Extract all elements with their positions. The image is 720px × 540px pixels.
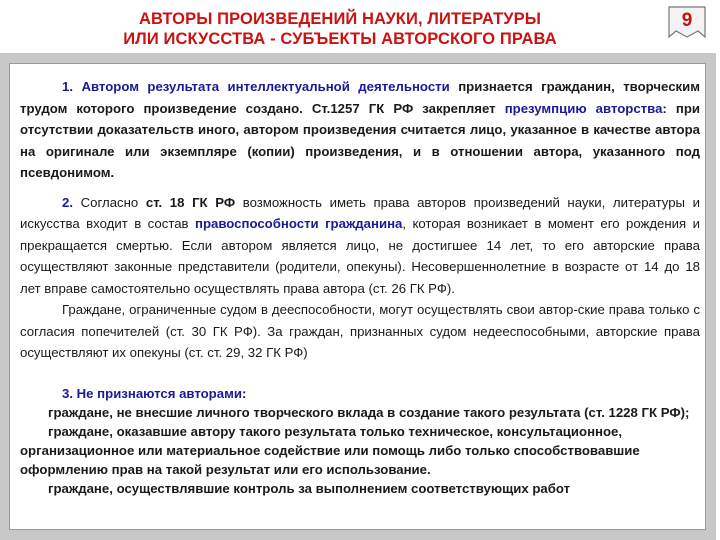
p2-text-a: Согласно	[80, 194, 139, 210]
p4-colon: :	[241, 385, 247, 401]
p1-text-a: признается гражданин, творческим трудом которого произведение создано. Ст.1257 ГК РФ закрепляет	[20, 79, 700, 116]
slide-number: 9	[681, 10, 693, 31]
paragraph-2	[20, 192, 700, 300]
title-line-1: АВТОРЫ ПРОИЗВЕДЕНИЙ НАУКИ, ЛИТЕРАТУРЫ	[139, 10, 541, 28]
title-line-2: ИЛИ ИСКУССТВА - СУБЪЕКТЫ АВТОРСКОГО ПРАВА	[123, 30, 557, 48]
p2-text-b: возможность иметь права авторов произведений науки, литературы и искусства входит в состав	[20, 194, 700, 231]
slide-title	[40, 9, 640, 49]
paragraph-4	[20, 384, 700, 498]
p1-term: Автором результата интеллектуальной деятельности	[81, 79, 450, 94]
p2-number: 2.	[62, 194, 73, 210]
p2-ref: ст. 18 ГК РФ	[145, 194, 236, 210]
p4-item-3: граждане, осуществлявшие контроль за выполнением соответствующих работ	[48, 480, 571, 496]
p3-text: Граждане, ограниченные судом в дееспособности, могут осуществлять свои автор-ские права только с согласия попечителей (ст. 30 ГК РФ). За граждан, признанных судом недееспособными, авторские права осуществляют их опекуны (ст. ст. 29, 32 ГК РФ)	[20, 302, 700, 360]
p4-heading: 3. Не признаются авторами	[62, 385, 242, 401]
p4-item-1: граждане, не внесшие личного творческого вклада в создание такого результата (ст. 1228 ГК РФ);	[48, 404, 690, 420]
content-text	[20, 76, 700, 498]
p1-term-2: презумпцию авторства	[504, 100, 663, 116]
p1-number: 1.	[62, 79, 73, 94]
p4-item-2: граждане, оказавшие автору такого результата только техническое, консультационное, организационное или материальное содействие или помощь либо только способствовавшие оформлению прав на такой результат или его использование.	[20, 423, 640, 477]
paragraph-3	[20, 299, 700, 364]
p1-text-b: : при отсутствии доказательств иного, автором произведения считается лицо, указанное в качестве автора на оригинале или экземпляре (копии) произведения, и в отношении автора, указанного под псевдонимом.	[20, 100, 701, 180]
slide-number-badge	[667, 5, 707, 39]
p2-term: правоспособности гражданина	[195, 216, 403, 231]
p2-text-c: , которая возникает в момент его рождения и прекращается смертью. Если автором является лицо, не достигшее 14 лет, то его авторские права осуществляют законные представители (родители, опекуны). Несовершеннолетние в возрасте от 14 до 18 лет вправе самостоятельно осуществлять права автора (ст. 26 ГК РФ).	[20, 216, 700, 296]
paragraph-1	[20, 76, 700, 184]
